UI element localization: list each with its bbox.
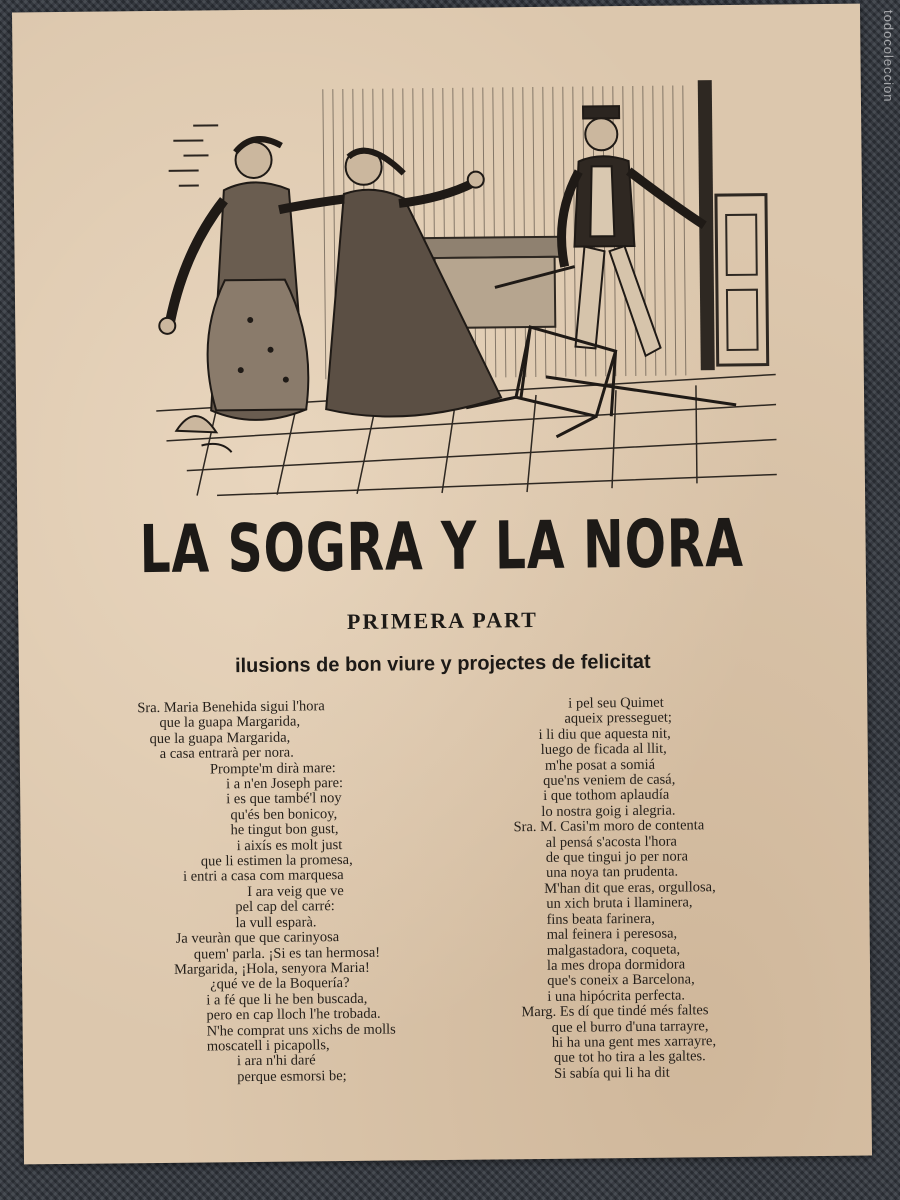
verse-line: i aixís es molt just: [236, 836, 343, 854]
verse-line: pero en cap lloch l'he trobada.: [206, 1005, 381, 1024]
part-subtitle: PRIMERA PART: [346, 606, 538, 634]
verse-line: pel cap del carré:: [235, 898, 335, 916]
watermark: todocoleccion: [881, 10, 896, 103]
verse-line: i entri a casa com marquesa: [182, 867, 344, 886]
verse-line: un xich bruta i llaminera,: [546, 894, 693, 913]
verse-line: la mes dropa dormidora: [546, 956, 686, 974]
verse-line: de que tingui jo per nora: [545, 848, 689, 866]
verse-line: i que tothom aplaudía: [543, 787, 670, 805]
verse-line: i ara n'hi daré: [236, 1052, 316, 1070]
verse-line: i una hipócrita perfecta.: [547, 987, 686, 1005]
verse-line: Ja veuràn que que carinyosa: [175, 929, 340, 947]
verse-line: que la guapa Margarida,: [159, 713, 301, 732]
verse-line: Sra. M. Casi'm moro de contenta: [513, 817, 705, 836]
verse-line: moscatell i picapolls,: [206, 1037, 330, 1055]
verse-line: M'han dit que eras, orgullosa,: [544, 879, 716, 897]
verse-line: Si sabía qui li ha dit: [554, 1064, 670, 1082]
verse-line: Sra. Maria Benehida sigui l'hora: [137, 698, 325, 717]
verse-line: Margarida, ¡Hola, senyora Maria!: [173, 959, 370, 978]
verse-line: luego de ficada al llit,: [540, 740, 667, 759]
verse-line: i a fé que li he ben buscada,: [206, 990, 368, 1009]
verse-line: quem' parla. ¡Si es tan hermosa!: [193, 944, 381, 963]
printed-sheet: [12, 4, 872, 1165]
verse-line: aqueix presseguet;: [564, 710, 673, 728]
verse-line: i pel seu Quimet: [568, 694, 664, 712]
verse-line: que el burro d'una tarrayre,: [551, 1017, 709, 1036]
verse-line: hi ha una gent mes xarrayre,: [551, 1033, 717, 1051]
verse-line: malgastadora, coqueta,: [546, 941, 681, 959]
verse-line: que'ns veniem de casá,: [542, 771, 676, 789]
verse-column-left: [137, 698, 471, 1087]
verse-line: i li diu que aquesta nit,: [538, 725, 671, 743]
verse-line: I ara veig que ve: [247, 882, 344, 900]
verse-line: que tot ho tira a les galtes.: [553, 1048, 706, 1067]
verse-line: he tingut bon gust,: [230, 821, 339, 839]
tagline: ilusions de bon viure y projectes de felicitat: [234, 650, 651, 678]
page-title: LA SOGRA Y LA NORA: [139, 504, 745, 589]
verse-column-right: [494, 694, 798, 1082]
verse-line: que li estimen la promesa,: [200, 852, 353, 870]
verse-line: lo nostra goig i alegria.: [541, 802, 676, 820]
verse-line: perque esmorsi be;: [237, 1067, 347, 1085]
verse-line: a casa entrarà per nora.: [159, 744, 294, 763]
verse-line: N'he comprat uns xichs de molls: [206, 1021, 396, 1040]
verse-line: la vull esparà.: [235, 914, 317, 931]
verse-line: i a n'en Joseph pare:: [226, 775, 344, 793]
woodcut-illustration: [153, 75, 777, 501]
verse-line: que la guapa Margarida,: [149, 729, 291, 747]
verse-line: Prompte'm dirà mare:: [209, 759, 336, 778]
verse-line: Marg. Es dí que tindé més faltes: [521, 1002, 709, 1021]
verse-line: ¿qué ve de la Boquería?: [210, 975, 350, 993]
verse-line: mal feinera i peresosa,: [546, 925, 678, 944]
verse-line: i es que també'l noy: [226, 790, 342, 808]
verse-line: m'he posat a somiá: [544, 756, 656, 774]
verse-line: una noya tan prudenta.: [545, 864, 679, 882]
verse-line: qu'és ben bonicoy,: [230, 805, 338, 824]
verse-line: fins beata farinera,: [546, 910, 655, 928]
verse-line: al pensá s'acosta l'hora: [545, 833, 678, 851]
verse-line: que's coneix a Barcelona,: [547, 971, 695, 990]
